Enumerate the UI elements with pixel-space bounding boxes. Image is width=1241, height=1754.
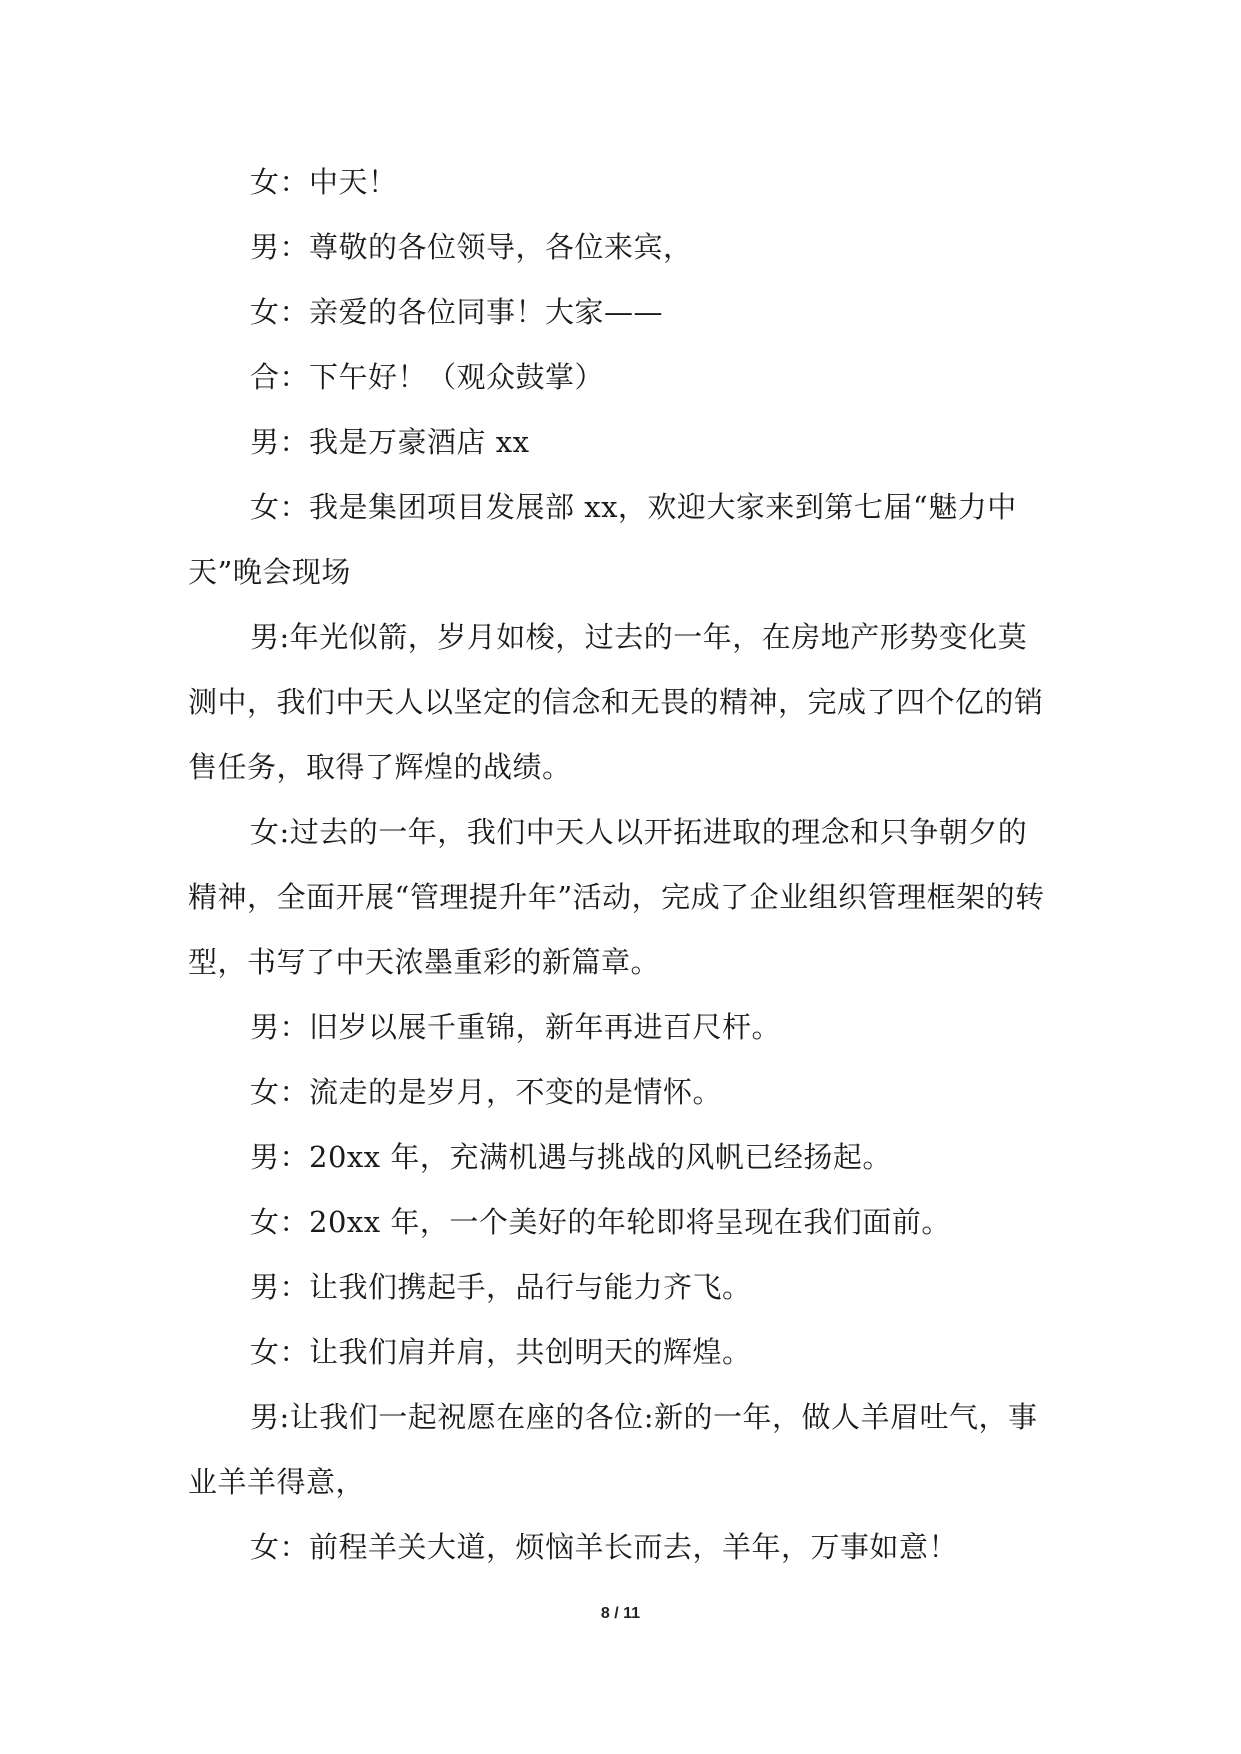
paragraph: 男：尊敬的各位领导，各位来宾，: [250, 230, 693, 264]
paragraph: 女：我是集团项目发展部 xx，欢迎大家来到第七届“魅力中天”晚会现场: [188, 490, 1017, 589]
paragraph: 男：让我们携起手，品行与能力齐飞。: [250, 1270, 752, 1304]
document-body: [188, 150, 1056, 1580]
paragraph: 女：让我们肩并肩，共创明天的辉煌。: [250, 1335, 752, 1369]
paragraph: 合：下午好！（观众鼓掌）: [250, 360, 605, 394]
paragraph: 女：前程羊关大道，烦恼羊长而去，羊年，万事如意！: [250, 1530, 959, 1564]
paragraph: 女：亲爱的各位同事！大家——: [250, 295, 664, 329]
page-number: 8 / 11: [600, 1605, 641, 1622]
paragraph: 男:让我们一起祝愿在座的各位:新的一年，做人羊眉吐气，事业羊羊得意，: [188, 1400, 1038, 1499]
paragraph: 男：我是万豪酒店 xx: [250, 425, 530, 459]
paragraph: 女：中天！: [250, 165, 398, 199]
paragraph: 男:年光似箭，岁月如梭，过去的一年，在房地产形势变化莫测中，我们中天人以坚定的信念和无畏的精神，完成了四个亿的销售任务，取得了辉煌的战绩。: [188, 620, 1044, 784]
paragraph: 女:过去的一年，我们中天人以开拓进取的理念和只争朝夕的精神，全面开展“管理提升年”活动，完成了企业组织管理框架的转型，书写了中天浓墨重彩的新篇章。: [188, 815, 1045, 979]
paragraph: 男：20xx 年，充满机遇与挑战的风帆已经扬起。: [250, 1140, 892, 1174]
paragraph: 男：旧岁以展千重锦，新年再进百尺杆。: [250, 1010, 782, 1044]
paragraph: 女：20xx 年，一个美好的年轮即将呈现在我们面前。: [250, 1205, 951, 1239]
paragraph: 女：流走的是岁月，不变的是情怀。: [250, 1075, 723, 1109]
